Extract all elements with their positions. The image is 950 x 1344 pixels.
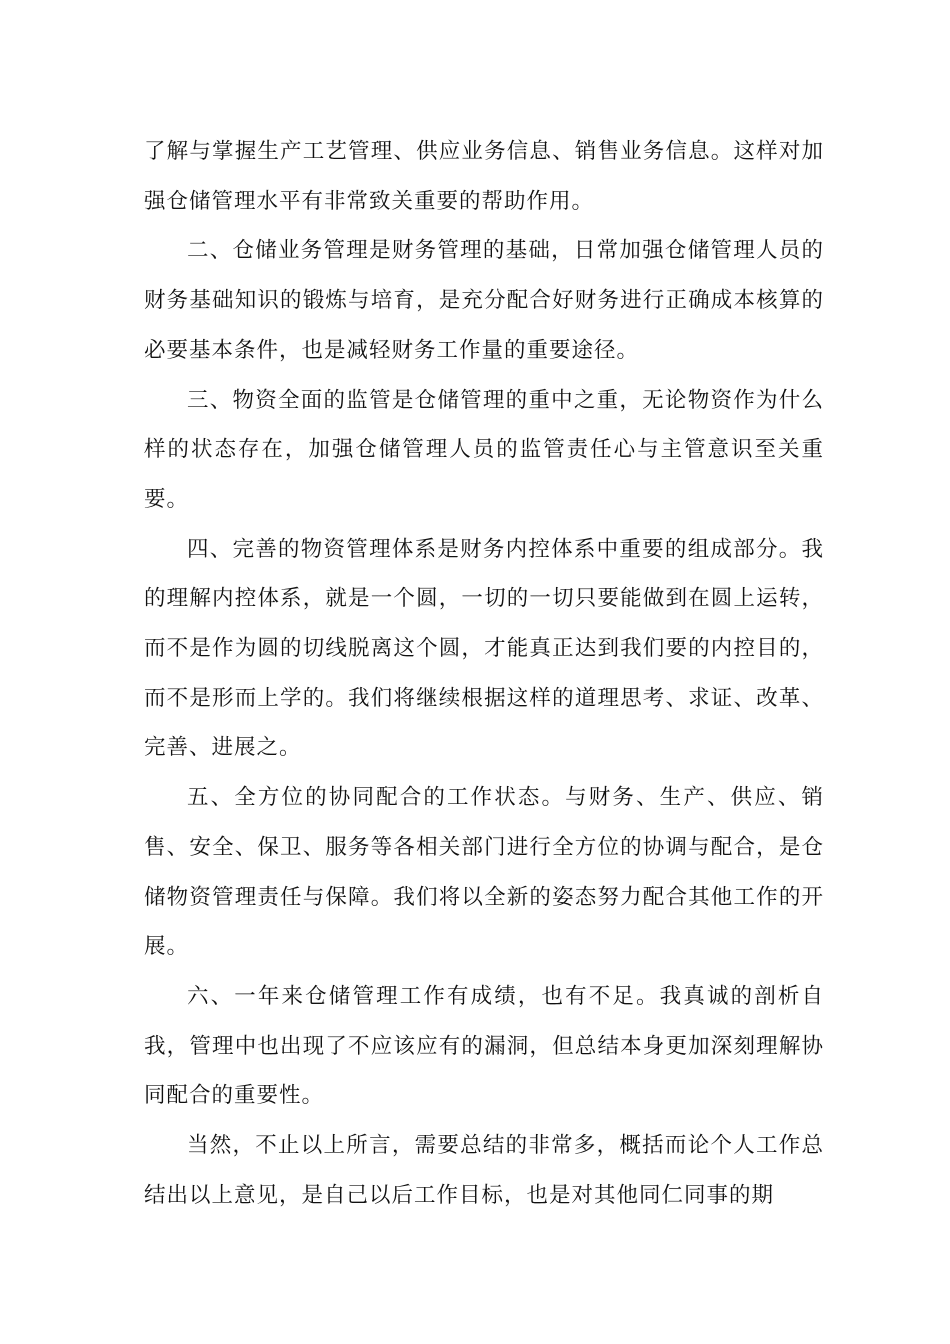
document-body	[144, 127, 824, 1220]
paragraph-point-two: 二、仓储业务管理是财务管理的基础，日常加强仓储管理人员的财务基础知识的锻炼与培育，是充分配合好财务进行正确成本核算的必要基本条件，也是减轻财务工作量的重要途径。	[144, 238, 824, 363]
paragraph-point-four: 四、完善的物资管理体系是财务内控体系中重要的组成部分。我的理解内控体系，就是一个圆，一切的一切只要能做到在圆上运转，而不是作为圆的切线脱离这个圆，才能真正达到我们要的内控目的，而不是形而上学的。我们将继续根据这样的道理思考、求证、改革、完善、进展之。	[144, 536, 824, 761]
paragraph-continuation: 了解与掌握生产工艺管理、供应业务信息、销售业务信息。这样对加强仓储管理水平有非常致关重要的帮助作用。	[144, 139, 824, 214]
paragraph-point-three: 三、物资全面的监管是仓储管理的重中之重，无论物资作为什么样的状态存在，加强仓储管理人员的监管责任心与主管意识至关重要。	[144, 387, 824, 512]
paragraph-conclusion: 当然，不止以上所言，需要总结的非常多，概括而论个人工作总结出以上意见，是自己以后工作目标，也是对其他同仁同事的期	[144, 1133, 824, 1208]
paragraph-point-six: 六、一年来仓储管理工作有成绩，也有不足。我真诚的剖析自我，管理中也出现了不应该应有的漏洞，但总结本身更加深刻理解协同配合的重要性。	[144, 983, 824, 1109]
paragraph-point-five: 五、全方位的协同配合的工作状态。与财务、生产、供应、销售、安全、保卫、服务等各相关部门进行全方位的协调与配合，是仓储物资管理责任与保障。我们将以全新的姿态努力配合其他工作的开展。	[144, 785, 824, 960]
